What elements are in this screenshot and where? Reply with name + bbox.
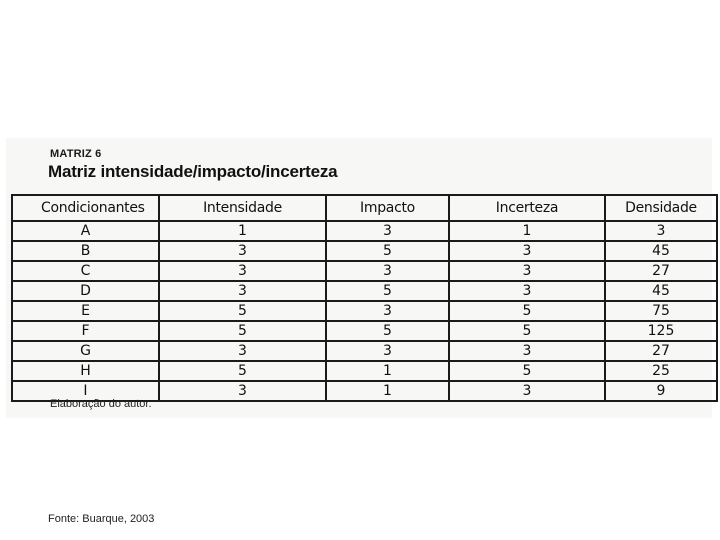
matrix-table xyxy=(11,194,718,402)
cell-impacto: 5 xyxy=(326,281,449,301)
column-header-incerteza: Incerteza xyxy=(449,195,605,221)
cell-densidade: 9 xyxy=(605,381,717,401)
cell-densidade: 45 xyxy=(605,241,717,261)
cell-condicionante: F xyxy=(12,321,159,341)
cell-densidade: 45 xyxy=(605,281,717,301)
table-row xyxy=(12,241,717,261)
cell-intensidade: 5 xyxy=(159,361,326,381)
cell-intensidade: 3 xyxy=(159,341,326,361)
cell-densidade: 3 xyxy=(605,221,717,241)
cell-intensidade: 5 xyxy=(159,321,326,341)
cell-condicionante: H xyxy=(12,361,159,381)
cell-incerteza: 5 xyxy=(449,361,605,381)
table-header-row xyxy=(12,195,717,221)
cell-intensidade: 3 xyxy=(159,241,326,261)
table-row xyxy=(12,341,717,361)
cell-intensidade: 3 xyxy=(159,381,326,401)
table-row xyxy=(12,261,717,281)
table-note: Elaboração do autor. xyxy=(50,398,152,410)
cell-intensidade: 3 xyxy=(159,281,326,301)
table-row xyxy=(12,361,717,381)
source-caption: Fonte: Buarque, 2003 xyxy=(48,513,155,525)
cell-incerteza: 3 xyxy=(449,341,605,361)
column-header-intensidade: Intensidade xyxy=(159,195,326,221)
cell-incerteza: 5 xyxy=(449,321,605,341)
cell-incerteza: 3 xyxy=(449,381,605,401)
cell-impacto: 5 xyxy=(326,321,449,341)
cell-impacto: 5 xyxy=(326,241,449,261)
cell-incerteza: 3 xyxy=(449,241,605,261)
cell-densidade: 27 xyxy=(605,341,717,361)
table-row xyxy=(12,301,717,321)
cell-impacto: 3 xyxy=(326,301,449,321)
cell-condicionante: G xyxy=(12,341,159,361)
column-header-impacto: Impacto xyxy=(326,195,449,221)
cell-condicionante: A xyxy=(12,221,159,241)
cell-condicionante: B xyxy=(12,241,159,261)
cell-incerteza: 5 xyxy=(449,301,605,321)
column-header-densidade: Densidade xyxy=(605,195,717,221)
table-row xyxy=(12,321,717,341)
cell-condicionante: D xyxy=(12,281,159,301)
cell-impacto: 1 xyxy=(326,381,449,401)
matrix-title: Matriz intensidade/impacto/incerteza xyxy=(48,162,338,181)
table-row xyxy=(12,281,717,301)
cell-condicionante: E xyxy=(12,301,159,321)
cell-condicionante: I xyxy=(12,381,159,401)
matrix-number-label: MATRIZ 6 xyxy=(50,148,102,160)
cell-intensidade: 5 xyxy=(159,301,326,321)
cell-condicionante: C xyxy=(12,261,159,281)
cell-incerteza: 1 xyxy=(449,221,605,241)
cell-impacto: 1 xyxy=(326,361,449,381)
cell-incerteza: 3 xyxy=(449,261,605,281)
cell-densidade: 27 xyxy=(605,261,717,281)
column-header-condicionantes: Condicionantes xyxy=(12,195,159,221)
cell-intensidade: 1 xyxy=(159,221,326,241)
cell-impacto: 3 xyxy=(326,261,449,281)
cell-intensidade: 3 xyxy=(159,261,326,281)
cell-impacto: 3 xyxy=(326,341,449,361)
cell-impacto: 3 xyxy=(326,221,449,241)
cell-densidade: 25 xyxy=(605,361,717,381)
cell-densidade: 125 xyxy=(605,321,717,341)
cell-incerteza: 3 xyxy=(449,281,605,301)
table-row xyxy=(12,221,717,241)
cell-densidade: 75 xyxy=(605,301,717,321)
